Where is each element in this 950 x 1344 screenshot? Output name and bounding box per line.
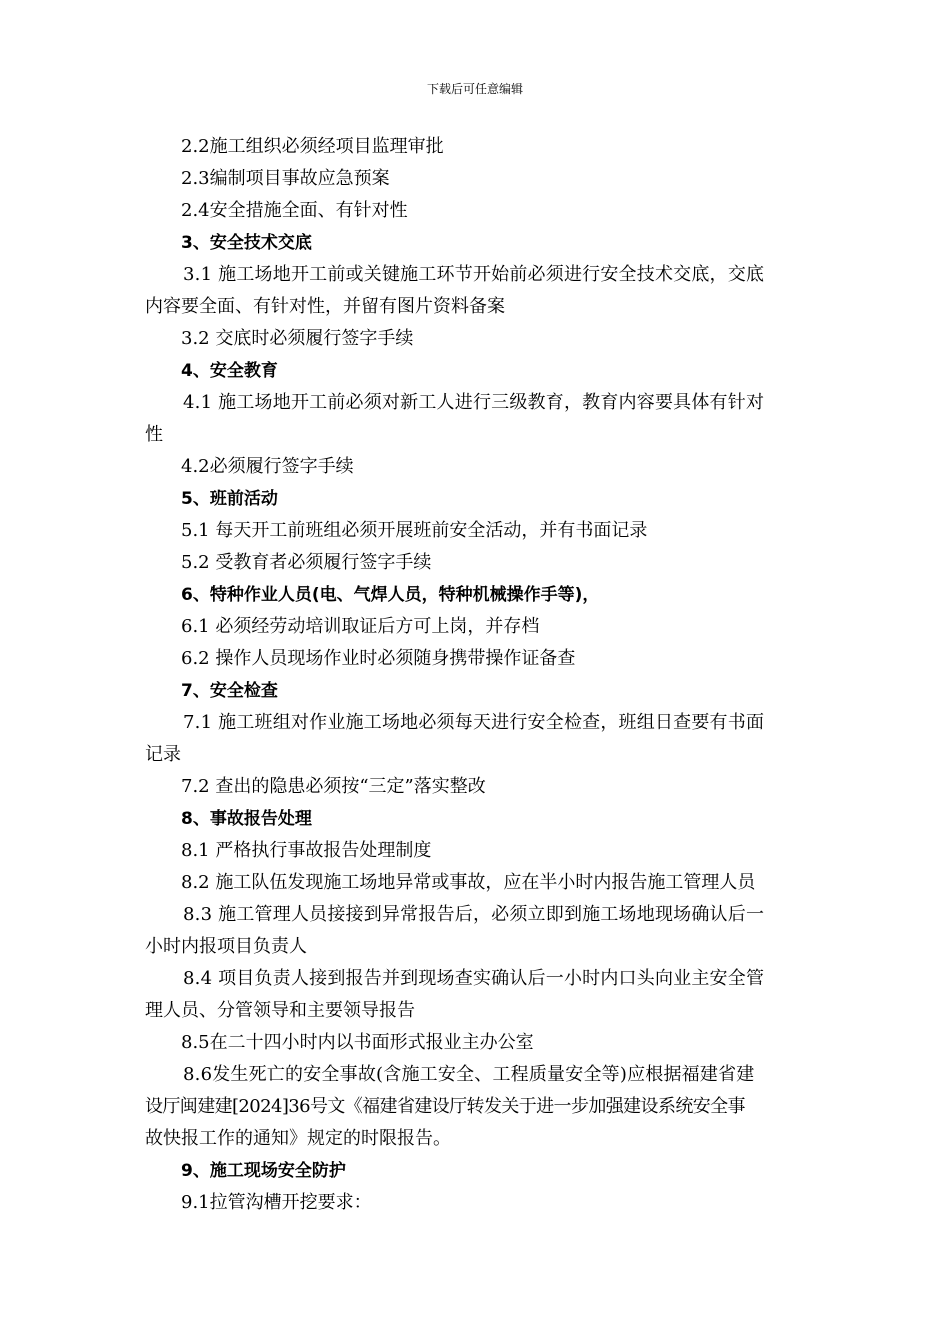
- list-item: 8.5在二十四小时内以书面形式报业主办公室: [181, 1032, 534, 1053]
- list-item: 2.2施工组织必须经项目监理审批: [181, 136, 444, 157]
- list-item: 3.1 施工场地开工前或关键施工环节开始前必须进行安全技术交底，交底: [183, 264, 765, 285]
- list-item-continuation: 记录: [145, 744, 181, 765]
- list-item-continuation: 性: [145, 424, 163, 445]
- document-body: [145, 131, 810, 1219]
- section-heading: 4、安全教育: [181, 361, 278, 381]
- list-item: 8.4 项目负责人接到报告并到现场查实确认后一小时内口头向业主安全管: [183, 968, 765, 989]
- list-item: 4.1 施工场地开工前必须对新工人进行三级教育，教育内容要具体有针对: [183, 392, 765, 413]
- list-item: 8.2 施工队伍发现施工场地异常或事故，应在半小时内报告施工管理人员: [181, 872, 756, 893]
- list-item-continuation: 设厅闽建建[2024]36号文《福建省建设厅转发关于进一步加强建设系统安全事: [145, 1096, 745, 1117]
- list-item: 7.1 施工班组对作业施工场地必须每天进行安全检查，班组日查要有书面: [183, 712, 765, 733]
- list-item: 8.3 施工管理人员接接到异常报告后，必须立即到施工场地现场确认后一: [183, 904, 765, 925]
- page-header: 下载后可任意编辑: [426, 82, 523, 96]
- list-item-continuation: 小时内报项目负责人: [145, 936, 307, 957]
- list-item: 2.4安全措施全面、有针对性: [181, 200, 408, 221]
- list-item-continuation: 故快报工作的通知》规定的时限报告。: [145, 1128, 451, 1149]
- list-item: 2.3编制项目事故应急预案: [181, 168, 390, 189]
- list-item: 4.2必须履行签字手续: [181, 456, 354, 477]
- section-heading: 3、安全技术交底: [181, 233, 312, 253]
- section-heading: 8、事故报告处理: [181, 809, 312, 829]
- list-item: 5.1 每天开工前班组必须开展班前安全活动，并有书面记录: [181, 520, 648, 541]
- list-item: 8.6发生死亡的安全事故(含施工安全、工程质量安全等)应根据福建省建: [183, 1064, 755, 1085]
- list-item: 3.2 交底时必须履行签字手续: [181, 328, 414, 349]
- list-item: 7.2 查出的隐患必须按“三定”落实整改: [181, 776, 486, 797]
- list-item-continuation: 理人员、分管领导和主要领导报告: [145, 1000, 415, 1021]
- list-item-continuation: 内容要全面、有针对性，并留有图片资料备案: [145, 296, 505, 317]
- list-item: 6.1 必须经劳动培训取证后方可上岗，并存档: [181, 616, 540, 637]
- section-heading: 5、班前活动: [181, 489, 278, 509]
- section-heading: 9、施工现场安全防护: [181, 1161, 346, 1181]
- list-item: 9.1拉管沟槽开挖要求：: [181, 1192, 372, 1213]
- list-item: 8.1 严格执行事故报告处理制度: [181, 840, 432, 861]
- section-heading: 7、安全检查: [181, 681, 278, 701]
- list-item: 5.2 受教育者必须履行签字手续: [181, 552, 432, 573]
- list-item: 6.2 操作人员现场作业时必须随身携带操作证备查: [181, 648, 576, 669]
- section-heading: 6、特种作业人员(电、气焊人员，特种机械操作手等)，: [181, 585, 600, 605]
